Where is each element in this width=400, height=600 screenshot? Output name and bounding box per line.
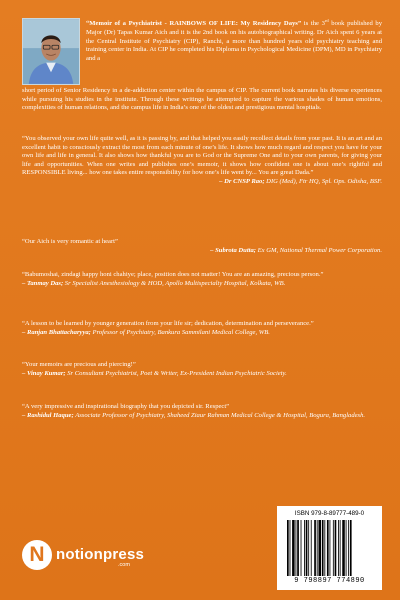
testimonial-text: “Babumoshai, zindagi happy honi chahiye; place, position does not matter! You are an amazing, precious person.” [22,271,324,278]
testimonial-attribution: – Subrota Dutta; Ex GM, National Thermal Power Corporation. [210,246,382,254]
testimonial-2 [22,238,382,255]
testimonial-text: “You observed your own life quite well, as it is passing by, and that helped you easily recollect details from your past. It is an art and an excellent habit to consciously extract the most from each minute of one’s life. It shows how much regard and respect you have for your own life and life in general. It also shows how thankful you are to God or the Supreme One and to your own parents, for giving your life and opportunities. When one writes and publishes one’s memoir, it shows how confident one is about one’s rightful and RESPONSIBLE living... how one takes entire responsibility for how one’s life went by... You are great Dada.” [22,135,382,177]
testimonial-6 [22,403,382,420]
barcode-box [277,506,382,590]
testimonial-attribution: – Ranjan Bhattacharyya; Professor of Psychiatry, Bankura Sammilani Medical College, WB. [22,328,270,336]
testimonial-5 [22,361,382,378]
publisher-logo [22,540,152,576]
publisher-name: notionpress [56,546,145,563]
testimonial-attribution: – Rashidul Haque; Associate Professor of Psychiatry, Shaheed Ziaur Rahman Medical College & Hospital, Bogura, Bangladesh. [22,411,366,419]
author-portrait-image [23,19,79,84]
testimonial-attribution: – Vinay Kumar; Sr Consultant Psychiatrist, Poet & Writer, Ex-President Indian Psychiatric Society. [22,369,287,377]
book-title: “Memoir of a Psychiatrist - RAINBOWS OF LIFE: My Residency Days” [86,20,302,28]
description-superscript: rd [324,18,329,23]
testimonial-3 [22,271,382,288]
description-lead: is the 3 [301,20,325,28]
testimonial-attribution: – Dr CNSP Rao; DIG (Med), Ftr HQ, Spl. Ops. Odisha, BSF. [219,177,382,185]
testimonial-text: “A very impressive and inspirational biography that you depicted sir. Respect” [22,403,230,410]
testimonial-1 [22,135,382,187]
publisher-logo-letter: N [29,543,45,566]
description-text-1: book published by Major (Dr) Tapas Kumar Aich and it is the 2nd book on his autobiographical writing. Dr Aich spent 6 years at the Central Institute of Psychiatry (CIP), Ranchi, a more than hundred years old psychiatry teaching and training center in India. At CIP he completed his Diploma in Psychological Medicine (DPM), MD in Psychiatry and a [86,20,383,62]
testimonial-text: “Your memoirs are precious and piercing!” [22,361,136,368]
barcode-number: 9 798897 774890 [294,577,365,585]
testimonial-4 [22,320,382,337]
book-description-continued: short period of Senior Residency in a de-addiction center within the campus of CIP. The current book narrates his diverse experiences while pursuing his studies in the institute. Through these writings he attempted to capture the various shades of human emotions, complexities of human relations, and the campus life in India’s one of the oldest and prestigious mental hospitals. [22,87,382,112]
testimonial-attribution: – Tanmay Das; Sr Specialist Anesthesiology & HOD, Apollo Multispecialty Hospital, Kolkata, WB. [22,279,286,287]
barcode-icon [287,520,373,576]
testimonial-text: “A lesson to be learned by younger generation from your life sir; dedication, determination and perseverance.” [22,320,314,327]
publisher-suffix: .com [118,562,130,568]
isbn-label: ISBN 979-8-89777-489-0 [294,510,365,517]
book-description [86,17,382,64]
author-photo [22,18,80,85]
testimonial-text: “Our Aich is very romantic at heart” [22,238,118,245]
